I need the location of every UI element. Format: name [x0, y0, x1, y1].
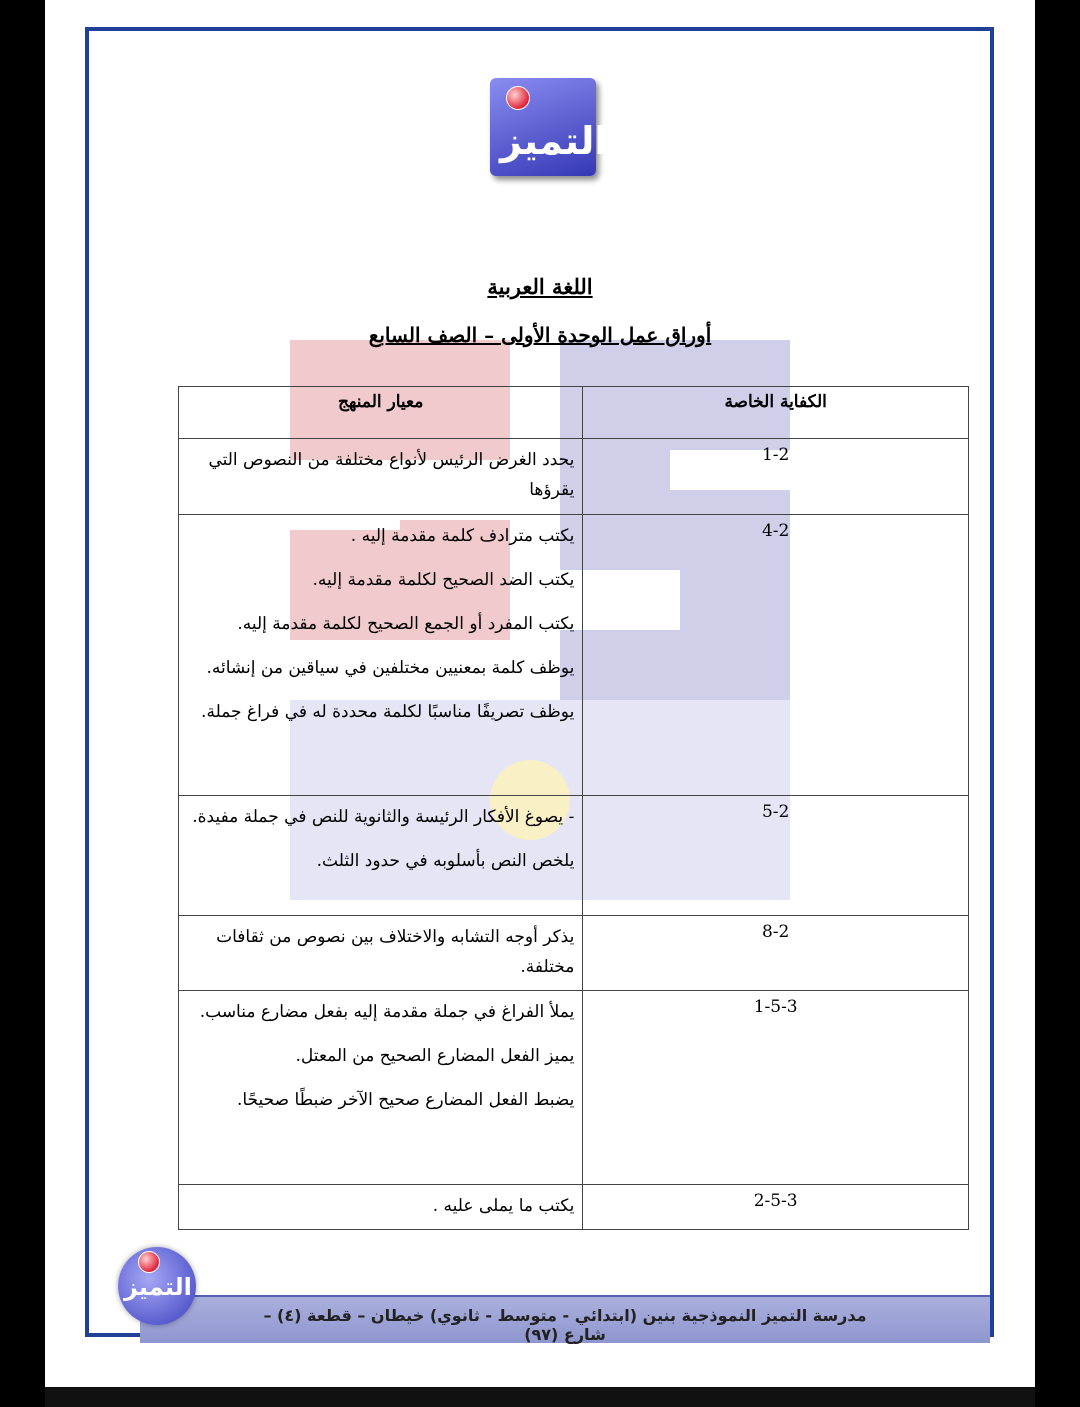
- subject-title: اللغة العربية: [487, 274, 593, 299]
- standard-text: يحدد الغرض الرئيس لأنواع مختلفة من النصوص التي يقرؤها: [208, 450, 575, 500]
- competency-code: 1-5-3: [583, 991, 969, 1185]
- standard-cell: [179, 991, 583, 1185]
- table-row: [179, 515, 969, 796]
- school-logo: [490, 78, 608, 176]
- standard-text: يكتب مترادف كلمة مقدمة إليه .: [350, 526, 575, 546]
- table-row: [179, 991, 969, 1185]
- header-standard: معيار المنهج: [179, 387, 583, 439]
- competency-code: 5-2: [583, 796, 969, 916]
- standard-cell: [179, 515, 583, 796]
- standard-text: - يصوغ الأفكار الرئيسة والثانوية للنص في جملة مفيدة.: [192, 807, 575, 827]
- document-page: [45, 0, 1035, 1387]
- table-row: [179, 796, 969, 916]
- table-row: [179, 916, 969, 991]
- table-row: [179, 1185, 969, 1230]
- standard-text: يذكر أوجه التشابه والاختلاف بين نصوص من ثقافات مختلفة.: [216, 927, 575, 977]
- footer-logo: [118, 1247, 196, 1325]
- standard-cell: [179, 1185, 583, 1230]
- standard-cell: [179, 916, 583, 991]
- curriculum-table: [178, 386, 969, 1230]
- competency-code: 2-5-3: [583, 1185, 969, 1230]
- standard-text: يكتب المفرد أو الجمع الصحيح لكلمة مقدمة إليه.: [237, 614, 575, 634]
- standard-text: يضبط الفعل المضارع صحيح الآخر ضبطًا صحيحًا.: [236, 1090, 575, 1110]
- table-row: [179, 439, 969, 515]
- page-shadow: [45, 1387, 1035, 1407]
- standard-cell: [179, 796, 583, 916]
- standard-text: يكتب ما يملى عليه .: [432, 1196, 575, 1216]
- competency-code: 4-2: [583, 515, 969, 796]
- footer-logo-ball-icon: [138, 1251, 160, 1273]
- worksheet-title: أوراق عمل الوحدة الأولى – الصف السابع: [368, 323, 712, 347]
- logo-ball-icon: [506, 86, 530, 110]
- header-competency: الكفاية الخاصة: [583, 387, 969, 439]
- standard-text: يميز الفعل المضارع الصحيح من المعتل.: [295, 1046, 575, 1066]
- standard-text: يوظف كلمة بمعنيين مختلفين في سياقين من إنشائه.: [206, 658, 575, 678]
- competency-code: 8-2: [583, 916, 969, 991]
- standard-text: يوظف تصريفًا مناسبًا لكلمة محددة له في فراغ جملة.: [201, 702, 575, 722]
- standard-cell: [179, 439, 583, 515]
- footer-address: مدرسة التميز النموذجية بنين (ابتدائي - متوسط - ثانوي) خيطان – قطعة (٤) – شارع (٩٧): [263, 1306, 867, 1344]
- footer-logo-text: التميز: [124, 1273, 192, 1301]
- table-header-row: [179, 387, 969, 439]
- logo-text: التميز: [500, 119, 608, 163]
- standard-text: يكتب الضد الصحيح لكلمة مقدمة إليه.: [312, 570, 575, 590]
- standard-text: يلخص النص بأسلوبه في حدود الثلث.: [316, 851, 575, 871]
- competency-code: 1-2: [583, 439, 969, 515]
- standard-text: يملأ الفراغ في جملة مقدمة إليه بفعل مضارع مناسب.: [199, 1002, 575, 1022]
